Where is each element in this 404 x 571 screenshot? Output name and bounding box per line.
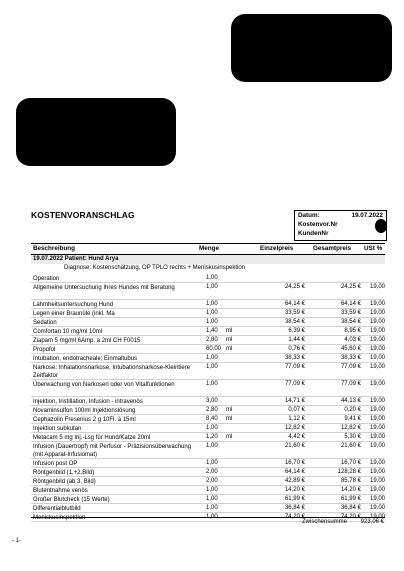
line-item-quantity: 1,00 [206, 310, 218, 316]
line-item-vat: 19,00 [369, 337, 385, 343]
line-item-unit-price: 24,25 € [284, 284, 305, 290]
line-item-unit-price: 33,59 € [284, 310, 305, 316]
redacted-block-left [16, 98, 176, 166]
line-item-description: Injektion, Instillation, Infusion - intravenös [33, 399, 143, 405]
line-item-vat: 19,00 [369, 416, 385, 422]
line-item-unit-price: 0,76 € [288, 346, 305, 352]
table-row [31, 354, 385, 363]
diagnosis-line: Diagnose: Kostenschätzung, OP TPLO rechts + Meniskusinspektion [64, 265, 246, 271]
table-row [31, 283, 385, 300]
line-item-total: 44,13 € [340, 398, 361, 404]
line-item-unit-price: 74,20 € [284, 514, 305, 520]
line-item-quantity: 1,00 [206, 514, 218, 520]
line-item-vat: 19,00 [369, 364, 385, 370]
line-item-quantity: 1,00 [206, 425, 218, 431]
table-row [31, 424, 385, 433]
line-item-total: 14,20 € [340, 487, 361, 493]
line-item-total: 21,60 € [340, 443, 361, 449]
line-item-quantity: 1,00 [206, 319, 218, 325]
table-row [31, 345, 385, 354]
line-item-description: Röntgenbild (ab 3, Bild) [33, 479, 96, 485]
line-item-total: 38,54 € [340, 319, 361, 325]
table-row [31, 504, 385, 513]
line-item-quantity: 2,80 [206, 407, 218, 413]
line-item-vat: 19,00 [369, 487, 385, 493]
line-item-quantity: 1,00 [206, 301, 218, 307]
header-vat: USt % [364, 245, 383, 252]
line-item-unit-price: 64,14 € [284, 469, 305, 475]
line-item-unit-price: 1,44 € [288, 337, 305, 343]
line-item-quantity: 1,00 [206, 284, 218, 290]
line-item-vat: 19,00 [369, 514, 385, 520]
line-item-description: Intubation, endotracheale; Einmaltubus [33, 356, 138, 362]
table-row [31, 442, 385, 459]
line-item-vat: 19,00 [369, 398, 385, 404]
table-row [31, 397, 385, 406]
line-item-description: Allgemeine Untersuchung Ihres Hundes mit Beratung [33, 285, 175, 291]
line-item-unit-price: 42,89 € [284, 478, 305, 484]
line-item-total: 8,95 € [344, 328, 361, 334]
line-item-unit-price: 14,71 € [284, 398, 305, 404]
table-row [31, 477, 385, 486]
line-item-vat: 19,00 [369, 443, 385, 449]
table-row [31, 459, 385, 468]
line-item-total: 85,78 € [340, 478, 361, 484]
line-item-unit-price: 21,60 € [284, 443, 305, 449]
line-item-quantity: 1,00 [206, 275, 218, 281]
line-item-total: 4,03 € [344, 337, 361, 343]
line-item-quantity: 1,20 [206, 434, 218, 440]
line-item-unit-price: 36,84 € [284, 505, 305, 511]
line-item-quantity: 8,40 [206, 416, 218, 422]
line-item-unit: ml [226, 407, 233, 413]
table-row [31, 495, 385, 504]
table-row [31, 468, 385, 477]
line-item-total: 61,99 € [340, 496, 361, 502]
line-item-quantity: 3,00 [206, 398, 218, 404]
redacted-block-top-right [231, 14, 392, 82]
line-item-unit-price: 4,42 € [288, 434, 305, 440]
line-item-unit-price: 1,12 € [288, 416, 305, 422]
table-row [31, 363, 385, 380]
line-item-total: 9,41 € [344, 416, 361, 422]
table-row [31, 300, 385, 309]
line-item-total: 38,33 € [340, 355, 361, 361]
subtotal-row [31, 517, 385, 527]
line-item-vat: 19,00 [369, 425, 385, 431]
table-row [31, 336, 385, 345]
table-row [31, 415, 385, 424]
line-item-description: Narkose: Inhalationsnarkose, Intubationsnarkose-Kleintiere Zeitfaktor [33, 365, 191, 379]
line-item-description: Röntgenbild (1,+2,Bild) [33, 470, 95, 476]
line-item-unit-price: 77,09 € [284, 381, 305, 387]
line-item-description: Legen einer Braunüle (inkl. Ma [33, 311, 115, 317]
line-item-vat: 19,00 [369, 310, 385, 316]
line-item-vat: 19,00 [369, 346, 385, 352]
line-item-description: Comfortan 10 mg/ml 10ml [33, 329, 103, 335]
line-item-total: 12,82 € [340, 425, 361, 431]
line-item-total: 128,28 € [337, 469, 361, 475]
meta-box [294, 210, 387, 241]
line-item-quantity: 1,40 [206, 328, 218, 334]
line-item-description: Meniskusinspektion [33, 515, 86, 521]
line-item-vat: 19,00 [369, 496, 385, 502]
line-item-unit: ml [226, 346, 233, 352]
line-item-total: 74,20 € [340, 514, 361, 520]
line-item-unit-price: 38,54 € [284, 319, 305, 325]
table-row [31, 433, 385, 442]
line-item-quantity: 1,00 [206, 355, 218, 361]
line-item-unit: ml [226, 328, 233, 334]
line-item-vat: 19,00 [369, 434, 385, 440]
line-item-unit: ml [226, 337, 233, 343]
line-item-quantity: 2,00 [206, 469, 218, 475]
line-item-vat: 19,00 [369, 478, 385, 484]
table-row [31, 380, 385, 397]
line-item-total: 33,59 € [340, 310, 361, 316]
header-description: Beschreibung [33, 245, 75, 252]
line-item-vat: 19,00 [369, 469, 385, 475]
page-number: - 1- [12, 538, 21, 544]
line-item-description: Großer Blutcheck (15 Werte) [33, 497, 110, 503]
line-item-quantity: 1,00 [206, 505, 218, 511]
line-item-quantity: 1,00 [206, 364, 218, 370]
line-item-vat: 19,00 [369, 505, 385, 511]
line-item-description: Novaminsulfon 100ml Injektionslösung [33, 408, 136, 414]
table-row [31, 309, 385, 318]
line-item-quantity: 1,00 [206, 496, 218, 502]
redacted-dot [375, 219, 387, 233]
line-item-vat: 19,00 [369, 460, 385, 466]
line-item-vat: 19,00 [369, 355, 385, 361]
line-item-unit: ml [226, 416, 233, 422]
line-item-unit-price: 6,39 € [288, 328, 305, 334]
line-item-description: Metacam 5 mg Inj.-Lsg für Hund/Katze 20ml [33, 435, 151, 441]
date-value: 19.07.2022 [351, 212, 383, 219]
line-item-quantity: 2,80 [206, 337, 218, 343]
line-item-quantity: 1,00 [206, 381, 218, 387]
line-item-quantity: 1,00 [206, 460, 218, 466]
line-item-unit-price: 77,09 € [284, 364, 305, 370]
line-item-description: Überwachung von Narkosen oder von Vitalfunktionen [33, 382, 175, 388]
line-item-total: 77,09 € [340, 381, 361, 387]
line-item-unit-price: 38,33 € [284, 355, 305, 361]
table-row [31, 327, 385, 336]
line-item-description: Cephazolin Fresenius 2 g 10Fl. à 15ml [33, 417, 136, 423]
line-item-vat: 19,00 [369, 284, 385, 290]
line-item-unit-price: 14,20 € [284, 487, 305, 493]
table-row [31, 274, 385, 283]
customer-number-label: KundenNr [298, 230, 329, 237]
date-label: Datum: [298, 212, 320, 219]
document-title: KOSTENVORANSCHLAG [31, 210, 135, 220]
line-item-quantity: 1,00 [206, 487, 218, 493]
line-item-total: 36,84 € [340, 505, 361, 511]
line-item-description: Sedation [33, 320, 57, 326]
subtotal-label: Zwischensumme [301, 519, 347, 525]
line-items [31, 274, 385, 522]
header-unit-price: Einzelpreis [260, 245, 294, 252]
line-item-vat: 19,00 [369, 319, 385, 325]
line-item-description: Blutentnahme venös [33, 488, 88, 494]
table-header [31, 243, 385, 255]
line-item-description: Ziapam 5 mg/ml 6Amp. à 2ml CH F0015 [33, 338, 141, 344]
line-item-quantity: 60,00 [206, 346, 222, 352]
line-item-quantity: 1,00 [206, 443, 218, 449]
table-row [31, 318, 385, 327]
line-item-total: 77,09 € [340, 364, 361, 370]
section-title: 19.07.2022 Patient: Hund Arya [31, 255, 385, 264]
table-row [31, 486, 385, 495]
line-item-unit: ml [226, 434, 233, 440]
line-item-unit-price: 12,82 € [284, 425, 305, 431]
line-item-total: 16,70 € [340, 460, 361, 466]
line-item-total: 64,14 € [340, 301, 361, 307]
line-item-vat: 19,00 [369, 301, 385, 307]
line-item-total: 0,20 € [344, 407, 361, 413]
line-item-description: Differentialblutbild [33, 506, 81, 512]
line-item-total: 5,30 € [344, 434, 361, 440]
line-item-description: Propofol [33, 347, 56, 353]
line-item-total: 24,25 € [340, 284, 361, 290]
line-item-description: Infusion post OP [33, 461, 78, 467]
estimate-number-label: Kostenvor.Nr [298, 221, 338, 228]
line-item-description: Injektion subkutan [33, 426, 82, 432]
line-item-vat: 19,00 [369, 328, 385, 334]
header-quantity: Menge [199, 245, 219, 252]
line-item-unit-price: 0,07 € [288, 407, 305, 413]
line-item-unit-price: 61,99 € [284, 496, 305, 502]
line-item-vat: 19,00 [369, 381, 385, 387]
subtotal-value: 923,06 € [360, 519, 384, 525]
table-row [31, 406, 385, 415]
line-item-unit-price: 64,14 € [284, 301, 305, 307]
line-item-description: Operation [33, 276, 60, 282]
line-item-quantity: 2,00 [206, 478, 218, 484]
line-item-total: 45,60 € [340, 346, 361, 352]
line-item-description: Lahmheitsuntersuchung Hund [33, 302, 114, 308]
line-item-description: Infusion (Dauertropf) mit Perfusor - Präzisionsüberwachung (mit Apparat-Infusiomat) [33, 444, 192, 458]
header-total-price: Gesamtpreis [313, 245, 352, 252]
line-item-unit-price: 16,70 € [284, 460, 305, 466]
line-item-vat: 19,00 [369, 407, 385, 413]
